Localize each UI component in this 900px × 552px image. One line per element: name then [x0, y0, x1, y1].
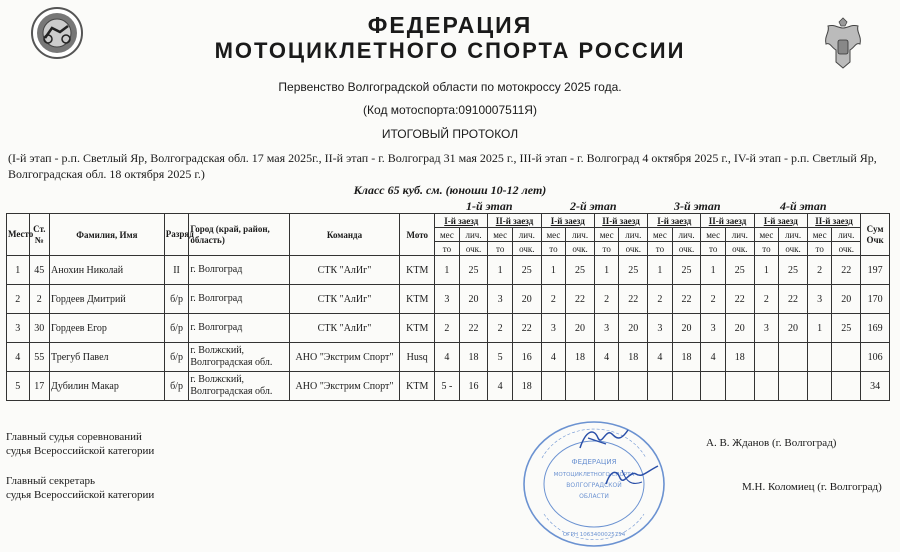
cell-heat-place: [648, 372, 673, 401]
cell-heat-place: 2: [701, 285, 726, 314]
table-row: [7, 314, 890, 343]
cell-heat-place: [807, 343, 832, 372]
results-table: [6, 213, 890, 401]
sub-header-place: мес: [807, 228, 832, 242]
cell-start-no: 2: [29, 285, 49, 314]
sub-header-personal: лич.: [832, 228, 861, 242]
sub-header-personal: лич.: [725, 228, 754, 242]
cell-heat-points: [725, 372, 754, 401]
table-row: [7, 285, 890, 314]
cell-moto: KTM: [400, 256, 435, 285]
cell-heat-place: 4: [701, 343, 726, 372]
cell-start-no: 45: [29, 256, 49, 285]
svg-text:ФЕДЕРАЦИЯ: ФЕДЕРАЦИЯ: [571, 458, 617, 466]
table-row: [7, 343, 890, 372]
sub-header-points: очк.: [566, 242, 595, 256]
cell-moto: KTM: [400, 372, 435, 401]
cell-heat-points: [779, 372, 808, 401]
cell-heat-points: 18: [672, 343, 701, 372]
heat-header: II-й заезд: [701, 214, 754, 228]
heat-header: II-й заезд: [594, 214, 647, 228]
cell-start-no: 17: [29, 372, 49, 401]
sub-header-place2: то: [435, 242, 460, 256]
sub-header-points: очк.: [832, 242, 861, 256]
cell-heat-points: 22: [459, 314, 488, 343]
cell-heat-place: [754, 372, 779, 401]
svg-text:ОГРН 1063400025754: ОГРН 1063400025754: [562, 532, 626, 538]
cell-heat-points: [779, 343, 808, 372]
sub-header-place: мес: [701, 228, 726, 242]
cell-heat-points: 18: [566, 343, 595, 372]
secretary-name: М.Н. Коломиец (г. Волгоград): [742, 481, 882, 493]
col-moto: Мото: [400, 214, 435, 256]
cell-heat-points: 20: [512, 285, 541, 314]
cell-moto: KTM: [400, 314, 435, 343]
cell-name: Дубилин Макар: [50, 372, 165, 401]
cell-heat-place: 3: [541, 314, 566, 343]
cell-heat-place: [701, 372, 726, 401]
championship-subtitle: Первенство Волгоградской области по мотокроссу 2025 года.: [278, 80, 622, 94]
cell-heat-place: 1: [541, 256, 566, 285]
cell-heat-points: 25: [566, 256, 595, 285]
cell-heat-points: 22: [512, 314, 541, 343]
cell-heat-place: 3: [648, 314, 673, 343]
cell-heat-points: [566, 372, 595, 401]
cell-heat-place: 3: [488, 285, 513, 314]
col-start-no: Ст. №: [29, 214, 49, 256]
col-team: Команда: [289, 214, 400, 256]
federation-title-line1: ФЕДЕРАЦИЯ: [367, 12, 533, 38]
sub-header-place2: то: [648, 242, 673, 256]
cell-heat-points: 25: [779, 256, 808, 285]
cell-name: Анохин Николай: [50, 256, 165, 285]
sub-header-place: мес: [594, 228, 619, 242]
sub-header-personal: лич.: [779, 228, 808, 242]
cell-place: 2: [7, 285, 30, 314]
cell-heat-points: 22: [725, 285, 754, 314]
cell-heat-place: 3: [435, 285, 460, 314]
sub-header-personal: лич.: [512, 228, 541, 242]
cell-heat-points: 20: [619, 314, 648, 343]
cell-team: СТК "АлИг": [289, 314, 400, 343]
cell-heat-place: 4: [594, 343, 619, 372]
cell-rank: II: [164, 256, 189, 285]
secretary-block: [6, 474, 154, 502]
sub-header-personal: лич.: [672, 228, 701, 242]
cell-team: АНО "Экстрим Спорт": [289, 372, 400, 401]
cell-heat-points: 20: [672, 314, 701, 343]
cell-heat-place: 2: [488, 314, 513, 343]
federation-title-line2: МОТОЦИКЛЕТНОГО СПОРТА РОССИИ: [214, 38, 686, 63]
col-rank: Разряд: [164, 214, 189, 256]
cell-heat-place: 2: [594, 285, 619, 314]
cell-city: г. Волжский, Волгоградская обл.: [189, 372, 289, 401]
cell-heat-points: 18: [619, 343, 648, 372]
sub-header-place: мес: [488, 228, 513, 242]
cell-heat-points: 20: [779, 314, 808, 343]
cell-heat-points: 20: [459, 285, 488, 314]
cell-heat-place: [807, 372, 832, 401]
cell-heat-place: 1: [754, 256, 779, 285]
sub-header-points: очк.: [779, 242, 808, 256]
col-place: Место: [7, 214, 30, 256]
svg-text:ОБЛАСТИ: ОБЛАСТИ: [579, 493, 609, 500]
sub-header-personal: лич.: [619, 228, 648, 242]
cell-name: Гордеев Дмитрий: [50, 285, 165, 314]
cell-start-no: 30: [29, 314, 49, 343]
cell-heat-place: [754, 343, 779, 372]
heat-header: I-й заезд: [541, 214, 594, 228]
secretary-signature: [602, 462, 662, 492]
cell-heat-place: 5 -: [435, 372, 460, 401]
cell-heat-place: 3: [701, 314, 726, 343]
sub-header-points: очк.: [672, 242, 701, 256]
cell-team: СТК "АлИг": [289, 285, 400, 314]
cell-name: Гордеев Егор: [50, 314, 165, 343]
cell-heat-points: 25: [672, 256, 701, 285]
cell-place: 1: [7, 256, 30, 285]
heat-header: I-й заезд: [648, 214, 701, 228]
cell-place: 3: [7, 314, 30, 343]
stage-label-4: 4-й этап: [780, 199, 827, 213]
cell-heat-points: 25: [832, 314, 861, 343]
cell-place: 5: [7, 372, 30, 401]
col-name: Фамилия, Имя: [50, 214, 165, 256]
cell-heat-place: 2: [435, 314, 460, 343]
sub-header-place2: то: [594, 242, 619, 256]
cell-heat-place: 2: [807, 256, 832, 285]
chief-judge-category: судья Всероссийской категории: [6, 445, 155, 457]
cell-heat-points: 25: [725, 256, 754, 285]
sub-header-place: мес: [541, 228, 566, 242]
cell-heat-points: 25: [512, 256, 541, 285]
cell-heat-points: 22: [619, 285, 648, 314]
cell-heat-place: 4: [488, 372, 513, 401]
cell-heat-place: 1: [648, 256, 673, 285]
sub-header-personal: лич.: [566, 228, 595, 242]
cell-heat-points: [832, 372, 861, 401]
cell-total: 197: [861, 256, 890, 285]
stages-description: (I-й этап - р.п. Светлый Яр, Волгоградская обл. 17 мая 2025г., II-й этап - г. Волгоград 31 мая 2025 г., III-й этап - г. Волгоград 4 октября 2025 г., IV-й этап - р.п. Светлый Яр, Волгоградская обл. 18 октября 2025 г.): [8, 151, 877, 181]
sub-header-place2: то: [807, 242, 832, 256]
cell-start-no: 55: [29, 343, 49, 372]
cell-heat-place: 4: [541, 343, 566, 372]
cell-heat-place: 2: [648, 285, 673, 314]
sub-header-place: мес: [754, 228, 779, 242]
table-row: [7, 256, 890, 285]
cell-heat-place: 1: [594, 256, 619, 285]
cell-heat-place: 1: [488, 256, 513, 285]
sub-header-place: мес: [648, 228, 673, 242]
cell-heat-place: 4: [648, 343, 673, 372]
cell-heat-place: 5: [488, 343, 513, 372]
sub-header-points: очк.: [619, 242, 648, 256]
cell-team: СТК "АлИг": [289, 256, 400, 285]
chief-judge-signature: [576, 424, 636, 454]
chief-judge-title: Главный судья соревнований: [6, 431, 142, 443]
heat-header: I-й заезд: [435, 214, 488, 228]
sub-header-place2: то: [541, 242, 566, 256]
sub-header-place: мес: [435, 228, 460, 242]
cell-heat-points: 22: [566, 285, 595, 314]
cell-team: АНО "Экстрим Спорт": [289, 343, 400, 372]
cell-total: 34: [861, 372, 890, 401]
cell-heat-place: [541, 372, 566, 401]
cell-heat-points: 20: [725, 314, 754, 343]
cell-heat-place: 3: [594, 314, 619, 343]
cell-heat-place: 2: [541, 285, 566, 314]
cell-heat-points: 22: [832, 256, 861, 285]
svg-text:МОТОЦИКЛЕТНОГО СПОРТА: МОТОЦИКЛЕТНОГО СПОРТА: [553, 472, 635, 478]
cell-rank: б/р: [164, 372, 189, 401]
cell-heat-place: 1: [701, 256, 726, 285]
cell-heat-points: [619, 372, 648, 401]
cell-heat-place: 1: [435, 256, 460, 285]
col-city: Город (край, район, область): [189, 214, 289, 256]
sport-code: (Код мотоспорта:0910007511Я): [363, 103, 537, 117]
stage-label-2: 2-й этап: [570, 199, 617, 213]
cell-heat-points: 22: [672, 285, 701, 314]
cell-heat-points: 20: [566, 314, 595, 343]
cell-moto: Husq: [400, 343, 435, 372]
chief-judge-block: [6, 430, 154, 458]
sub-header-place2: то: [701, 242, 726, 256]
sub-header-points: очк.: [459, 242, 488, 256]
cell-rank: б/р: [164, 314, 189, 343]
cell-heat-points: 18: [725, 343, 754, 372]
heat-header: II-й заезд: [807, 214, 860, 228]
cell-city: г. Волгоград: [189, 256, 289, 285]
cell-heat-points: 25: [459, 256, 488, 285]
protocol-title: ИТОГОВЫЙ ПРОТОКОЛ: [381, 127, 519, 141]
class-title: Класс 65 куб. см. (юноши 10-12 лет): [353, 183, 547, 197]
sub-header-points: очк.: [725, 242, 754, 256]
cell-heat-points: 18: [512, 372, 541, 401]
cell-heat-points: [832, 343, 861, 372]
cell-heat-points: 25: [619, 256, 648, 285]
cell-heat-points: 16: [512, 343, 541, 372]
cell-heat-place: 3: [807, 285, 832, 314]
heat-header: II-й заезд: [488, 214, 541, 228]
sub-header-place2: то: [754, 242, 779, 256]
cell-moto: KTM: [400, 285, 435, 314]
cell-heat-points: 16: [459, 372, 488, 401]
cell-city: г. Волжский, Волгоградская обл.: [189, 343, 289, 372]
cell-rank: б/р: [164, 343, 189, 372]
col-total: Сум Очк: [861, 214, 890, 256]
sub-header-place2: то: [488, 242, 513, 256]
secretary-category: судья Всероссийской категории: [6, 489, 155, 501]
cell-total: 170: [861, 285, 890, 314]
svg-text:ВОЛГОГРАДСКОЙ: ВОЛГОГРАДСКОЙ: [566, 482, 622, 489]
cell-heat-place: [594, 372, 619, 401]
cell-heat-points: 20: [832, 285, 861, 314]
stage-label-3: 3-й этап: [674, 199, 721, 213]
cell-total: 169: [861, 314, 890, 343]
table-row: [7, 372, 890, 401]
cell-heat-points: [672, 372, 701, 401]
cell-heat-points: 18: [459, 343, 488, 372]
cell-place: 4: [7, 343, 30, 372]
sub-header-personal: лич.: [459, 228, 488, 242]
secretary-title: Главный секретарь: [6, 475, 95, 487]
cell-heat-place: 3: [754, 314, 779, 343]
heat-header: I-й заезд: [754, 214, 807, 228]
cell-heat-points: 22: [779, 285, 808, 314]
cell-rank: б/р: [164, 285, 189, 314]
cell-heat-place: 1: [807, 314, 832, 343]
cell-city: г. Волгоград: [189, 314, 289, 343]
cell-name: Трегуб Павел: [50, 343, 165, 372]
cell-heat-place: 2: [754, 285, 779, 314]
chief-judge-name: А. В. Жданов (г. Волгоград): [706, 437, 837, 449]
cell-heat-place: 4: [435, 343, 460, 372]
cell-city: г. Волгоград: [189, 285, 289, 314]
sub-header-points: очк.: [512, 242, 541, 256]
cell-total: 106: [861, 343, 890, 372]
stage-label-1: 1-й этап: [466, 199, 513, 213]
